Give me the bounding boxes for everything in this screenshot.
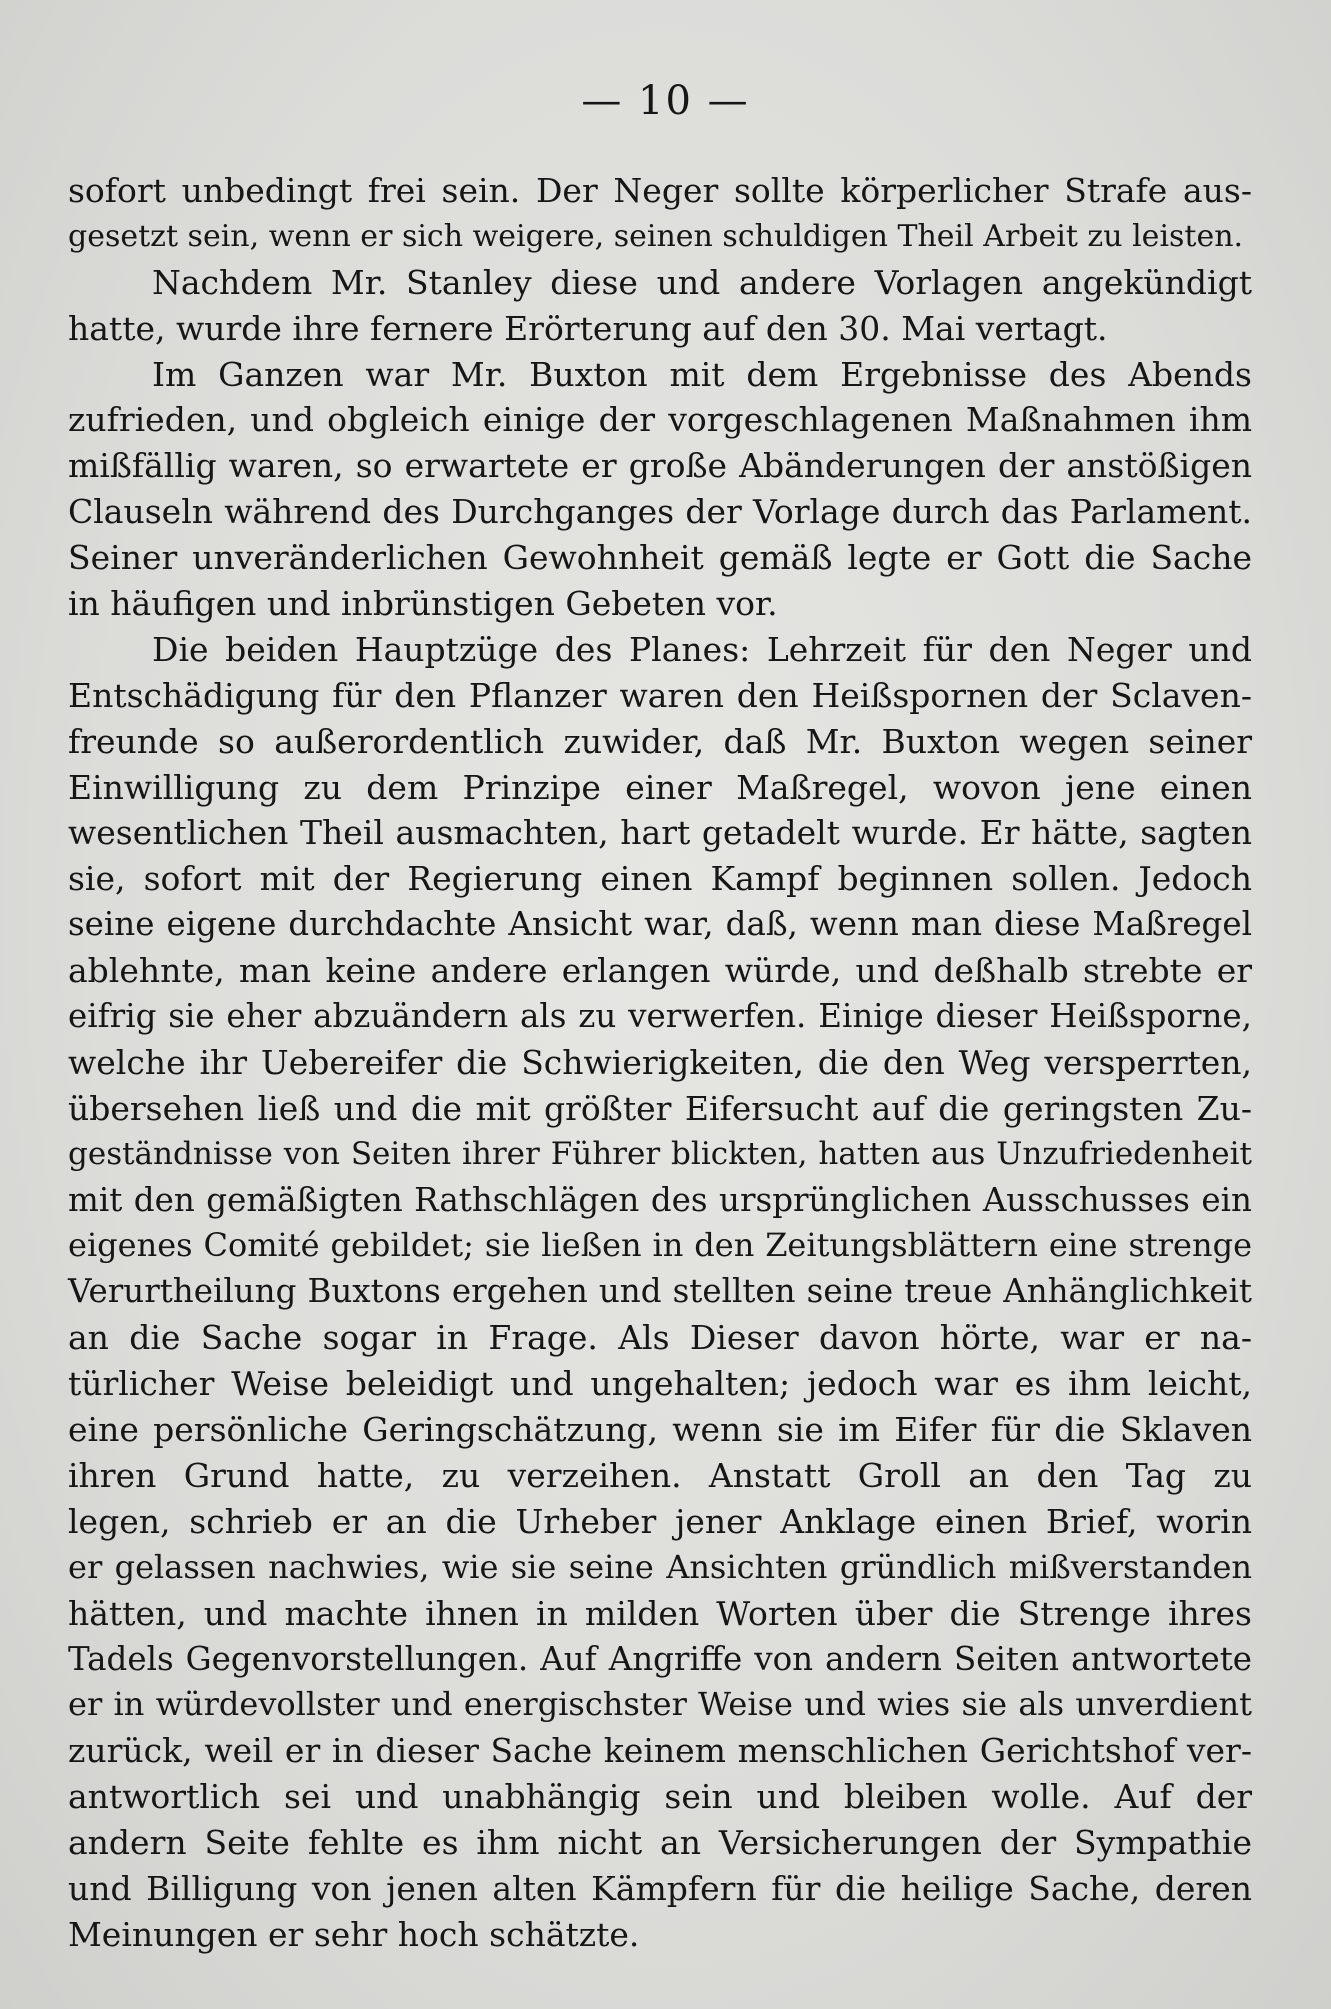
text-line: mit den gemäßigten Rathschlägen des ursprünglichen Ausschusses ein bbox=[68, 1180, 1252, 1219]
text-line: geständnisse von Seiten ihrer Führer blickten, hatten aus Unzufriedenheit bbox=[68, 1135, 1252, 1172]
text-line: Nachdem Mr. Stanley diese und andere Vorlagen angekündigt bbox=[152, 262, 1252, 302]
text-line: zufrieden, und obgleich einige der vorgeschlagenen Maßnahmen ihm bbox=[68, 400, 1252, 440]
text-line: zurück, weil er in dieser Sache keinem menschlichen Gerichtshof ver- bbox=[68, 1731, 1252, 1771]
text-line: ablehnte, man keine andere erlangen würde, und deßhalb strebte er bbox=[68, 951, 1252, 991]
text-line: hatte, wurde ihre fernere Erörterung auf den 30. Mai vertagt. bbox=[68, 308, 1108, 348]
text-line: an die Sache sogar in Frage. Als Dieser davon hörte, war er na- bbox=[68, 1318, 1252, 1358]
text-line: hätten, und machte ihnen in milden Worten über die Strenge ihres bbox=[68, 1593, 1252, 1633]
text-line: Einwilligung zu dem Prinzipe einer Maßregel, wovon jene einen bbox=[68, 767, 1252, 807]
text-line: legen, schrieb er an die Urheber jener Anklage einen Brief, worin bbox=[68, 1501, 1252, 1541]
text-line: wesentlichen Theil ausmachten, hart getadelt wurde. Er hätte, sagten bbox=[68, 813, 1252, 853]
text-line: übersehen ließ und die mit größter Eifersucht auf die geringsten Zu- bbox=[68, 1088, 1252, 1128]
text-line: türlicher Weise beleidigt und ungehalten; jedoch war es ihm leicht, bbox=[68, 1364, 1252, 1404]
text-line: seine eigene durchdachte Ansicht war, daß, wenn man diese Maßregel bbox=[68, 905, 1252, 944]
text-line: Im Ganzen war Mr. Buxton mit dem Ergebnisse des Abends bbox=[152, 354, 1252, 394]
text-line: antwortlich sei und unabhängig sein und bleiben wolle. Auf der bbox=[68, 1777, 1252, 1817]
text-line: freunde so außerordentlich zuwider, daß Mr. Buxton wegen seiner bbox=[68, 721, 1252, 761]
text-line: Verurtheilung Buxtons ergehen und stellten seine treue Anhänglichkeit bbox=[68, 1272, 1252, 1311]
page-number: — 10 — bbox=[581, 78, 750, 124]
text-line: Die beiden Hauptzüge des Planes: Lehrzeit für den Neger und bbox=[152, 629, 1252, 669]
text-line: sofort unbedingt frei sein. Der Neger sollte körperlicher Strafe aus- bbox=[68, 171, 1252, 210]
text-line: welche ihr Uebereifer die Schwierigkeiten, die den Weg versperrten, bbox=[68, 1042, 1252, 1082]
text-line: eigenes Comité gebildet; sie ließen in den Zeitungsblättern eine strenge bbox=[68, 1226, 1252, 1265]
text-line: in häufigen und inbrünstigen Gebeten vor. bbox=[68, 584, 778, 624]
text-line: er gelassen nachwies, wie sie seine Ansichten gründlich mißverstanden bbox=[68, 1547, 1252, 1586]
text-line: und Billigung von jenen alten Kämpfern für die heilige Sache, deren bbox=[68, 1868, 1252, 1908]
text-line: sie, sofort mit der Regierung einen Kampf beginnen sollen. Jedoch bbox=[68, 859, 1252, 899]
text-line: Seiner unveränderlichen Gewohnheit gemäß legte er Gott die Sache bbox=[68, 538, 1252, 578]
text-line: eifrig sie eher abzuändern als zu verwerfen. Einige dieser Heißsporne, bbox=[68, 997, 1252, 1036]
text-line: ihren Grund hatte, zu verzeihen. Anstatt Groll an den Tag zu bbox=[68, 1455, 1252, 1495]
text-line: gesetzt sein, wenn er sich weigere, seinen schuldigen Theil Arbeit zu leisten. bbox=[68, 218, 1244, 254]
text-line: Clauseln während des Durchganges der Vorlage durch das Parlament. bbox=[68, 492, 1252, 532]
text-line: eine persönliche Geringschätzung, wenn sie im Eifer für die Sklaven bbox=[68, 1410, 1252, 1450]
text-line: mißfällig waren, so erwartete er große Abänderungen der anstößigen bbox=[68, 446, 1252, 486]
text-line: Tadels Gegenvorstellungen. Auf Angriffe von andern Seiten antwortete bbox=[68, 1639, 1252, 1678]
text-line: Meinungen er sehr hoch schätzte. bbox=[68, 1914, 640, 1954]
body-text bbox=[68, 168, 1252, 1958]
text-line: andern Seite fehlte es ihm nicht an Versicherungen der Sympathie bbox=[68, 1823, 1252, 1863]
text-line: Entschädigung für den Pflanzer waren den Heißspornen der Sclaven- bbox=[68, 675, 1252, 715]
text-line: er in würdevollster und energischster Weise und wies sie als unverdient bbox=[68, 1685, 1252, 1724]
